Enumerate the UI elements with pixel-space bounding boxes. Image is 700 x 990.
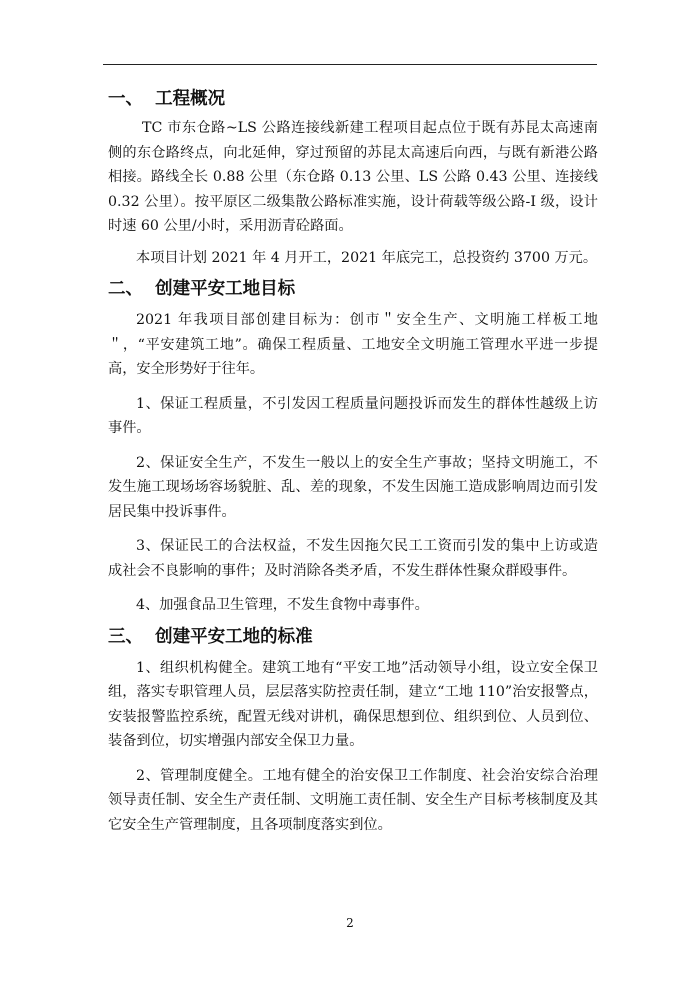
paragraph-schedule: 本项目计划 2021 年 4 月开工，2021 年底完工，总投资约 3700 万元。 — [136, 249, 598, 266]
paragraph-standard-1: 1、组织机构健全。建筑工地有“平安工地”活动领导小组，设立安全保卫组，落实专职管理人员，层层落实防控责任制，建立“工地 110”治安报警点，安装报警监控系统，配置无线对讲机，确保思想到位、组织到位、人员到位、装备到位，切实增强内部安全保卫力量。 — [108, 659, 598, 749]
paragraph-goal-4: 4、加强食品卫生管理，不发生食物中毒事件。 — [136, 597, 429, 613]
paragraph-overview: TC 市东仓路~LS 公路连接线新建工程项目起点位于既有苏昆太高速南侧的东仓路终点，向北延伸，穿过预留的苏昆太高速后向西，与既有新港公路相接。路线全长 0.88 公里（东仓路 0.13 公里、LS 公路 0.43 公里、连接线 0.32 公里）。按平原区二级集散公路标准实施，设计荷载等级公路-I 级，设计时速 60 公里/小时，采用沥青砼路面。 — [108, 120, 598, 234]
page-number: 2 — [346, 916, 354, 930]
paragraph-standard-2: 2、管理制度健全。工地有健全的治安保卫工作制度、社会治安综合治理领导责任制、安全生产责任制、文明施工责任制、安全生产目标考核制度及其它安全生产管理制度，且各项制度落实到位。 — [108, 767, 598, 833]
section-heading-standards: 三、 创建平安工地的标准 — [108, 626, 313, 647]
section-heading-goals: 二、 创建平安工地目标 — [108, 279, 296, 299]
section-heading-overview: 一、 工程概况 — [108, 89, 226, 109]
header-rule — [103, 64, 597, 65]
paragraph-goal-3: 3、保证民工的合法权益，不发生因拖欠民工工资而引发的集中上访或造成社会不良影响的事件；及时消除各类矛盾，不发生群体性聚众群殴事件。 — [108, 538, 598, 579]
paragraph-goal-1: 1、保证工程质量，不引发因工程质量问题投诉而发生的群体性越级上访事件。 — [108, 395, 598, 436]
paragraph-goal-2: 2、保证安全生产，不发生一般以上的安全生产事故；坚持文明施工，不发生施工现场场容场貌脏、乱、差的现象，不发生因施工造成影响周边而引发居民集中投诉事件。 — [108, 454, 598, 520]
paragraph-goals-intro: 2021 年我项目部创建目标为：创市＂安全生产、文明施工样板工地＂，“平安建筑工地”。确保工程质量、工地安全文明施工管理水平进一步提高，安全形势好于往年。 — [108, 312, 598, 377]
document-body — [108, 86, 598, 837]
